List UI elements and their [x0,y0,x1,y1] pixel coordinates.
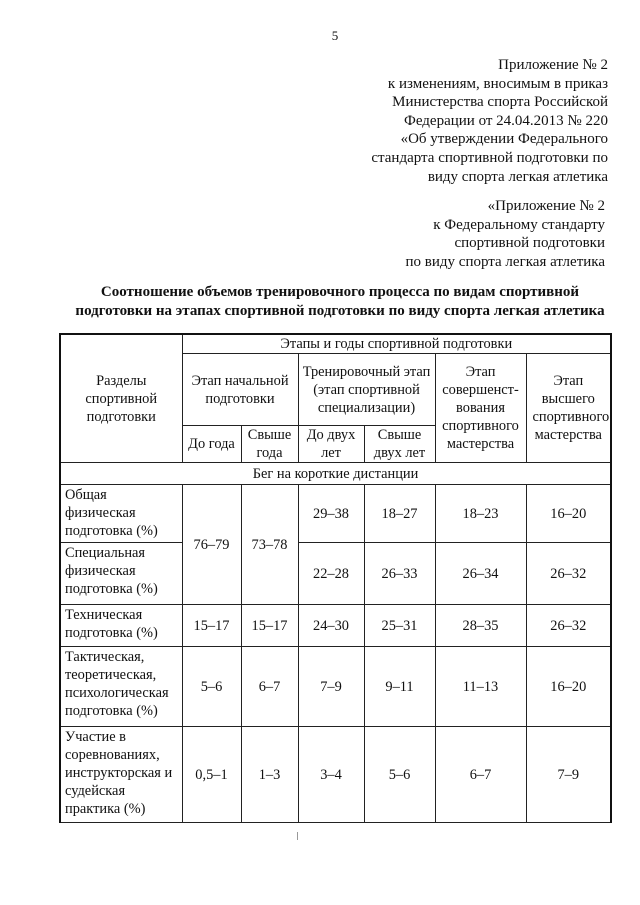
cell-init-1 [182,647,241,727]
cell-highest [526,647,611,727]
page-number: 5 [331,28,339,43]
stage-training-label: Тренировочный этап (этап спортивной специализации) [302,363,431,416]
cell-improve [435,543,526,605]
cell-train-1 [298,727,364,823]
cell-init-2 [241,647,298,727]
year-training-1-cell [298,426,364,463]
cell-highest [526,543,611,605]
cell-value: 6–7 [469,766,492,783]
cell-train-2 [364,485,435,543]
cell-value: 16–20 [550,505,587,522]
cell-value: 7–9 [320,678,342,695]
cell-train-1 [298,485,364,543]
title-line: подготовки на этапах спортивной подготовки по виду спорта легкая атлетика [75,302,605,319]
cell-highest [526,605,611,647]
appendix-line: Министерства спорта Российской [392,94,608,111]
cell-value: 6–7 [258,678,281,695]
appendix2-line: к Федеральному стандарту [433,216,605,233]
cell-value: 22–28 [313,565,349,582]
cell-improve [435,605,526,647]
cell-value: 25–31 [381,617,418,634]
row-label-tactical [60,647,182,727]
stage-improvement-label: Этап совершенст-вования спортивного мастерства [442,364,519,452]
appendix-line: «Об утверждении Федерального [400,131,608,148]
cell-train-2 [364,605,435,647]
cell-init-2-merged [241,485,298,605]
appendix-line: Приложение № 2 [498,57,608,73]
section-header-cell [60,463,611,485]
row-label: Общая физическая подготовка (%) [65,487,158,539]
row-label: Тактическая, теоретическая, психологическая подготовка (%) [65,649,169,719]
row-label: Техническая подготовка (%) [65,607,158,641]
row-header-label: Разделы спортивной подготовки [85,372,158,425]
cell-value: 18–23 [462,505,499,522]
appendix-standard-header [406,197,605,271]
stage-improvement-cell [435,354,526,463]
appendix2-line: по виду спорта легкая атлетика [405,253,605,270]
cell-value: 26–32 [550,565,587,582]
cell-value: 15–17 [193,617,230,634]
year-initial-1-cell [182,426,241,463]
row-label-competitions [60,727,182,823]
year-initial-2-label: Свыше года [247,427,292,461]
cell-improve [435,727,526,823]
cell-value: 5–6 [200,678,223,695]
cell-train-2 [364,727,435,823]
appendix-line: Федерации от 24.04.2013 № 220 [403,112,608,129]
cell-init-2 [241,727,298,823]
cell-value: 11–13 [462,678,499,695]
section-header-label: Бег на короткие дистанции [252,465,419,482]
cell-value: 26–32 [550,617,587,634]
cell-value: 15–17 [251,617,288,634]
cell-value: 76–79 [193,536,230,553]
cell-value: 29–38 [313,505,349,522]
cell-train-1 [298,647,364,727]
appendix-line: виду спорта легкая атлетика [427,168,608,185]
scan-mark [297,832,298,840]
cell-value: 9–11 [385,678,414,695]
cell-value: 0,5–1 [195,766,228,783]
appendix-line: к изменениям, вносимым в приказ [387,75,608,92]
cell-value: 16–20 [550,678,587,695]
cell-train-1 [298,543,364,605]
year-training-2-label: Свыше двух лет [373,427,426,461]
cell-value: 7–9 [557,766,580,783]
cell-highest [526,485,611,543]
cell-value: 3–4 [320,766,342,783]
appendix2-line: «Приложение № 2 [487,198,605,214]
training-ratio-table [59,333,612,823]
document-title [40,283,640,320]
stage-initial-cell [182,354,298,426]
row-label: Специальная физическая подготовка (%) [65,545,158,597]
year-training-1-label: До двух лет [306,427,356,461]
group-header-cell [182,334,611,354]
appendix-line: стандарта спортивной подготовки по [371,149,608,166]
cell-highest [526,727,611,823]
cell-value: 5–6 [388,766,411,783]
cell-improve [435,485,526,543]
group-header-label: Этапы и годы спортивной подготовки [280,336,513,352]
cell-init-2 [241,605,298,647]
cell-value: 73–78 [251,536,288,553]
title-line: Соотношение объемов тренировочного процесса по видам спортивной [100,284,580,300]
stage-highest-label: Этап высшего спортивного мастерства [532,373,610,443]
cell-value: 1–3 [258,766,281,783]
year-initial-2-cell [241,426,298,463]
cell-init-1 [182,605,241,647]
cell-train-1 [298,605,364,647]
cell-improve [435,647,526,727]
row-label-special [60,543,182,605]
row-header-cell [60,334,182,463]
cell-value: 26–34 [462,565,499,582]
stage-training-cell [298,354,435,426]
stage-highest-cell [526,354,611,463]
cell-init-1 [182,727,241,823]
cell-train-2 [364,543,435,605]
cell-value: 18–27 [381,505,418,522]
cell-value: 26–33 [381,565,418,582]
year-training-2-cell [364,426,435,463]
row-label-general [60,485,182,543]
appendix2-line: спортивной подготовки [454,235,605,252]
cell-value: 24–30 [313,617,349,634]
appendix-header [371,56,608,186]
row-label: Участие в соревнованиях, инструкторская и судейская практика (%) [65,729,173,817]
cell-train-2 [364,647,435,727]
cell-value: 28–35 [462,617,499,634]
row-label-technical [60,605,182,647]
year-initial-1-label: До года [188,436,235,452]
cell-init-1-merged [182,485,241,605]
stage-initial-label: Этап начальной подготовки [191,372,289,407]
